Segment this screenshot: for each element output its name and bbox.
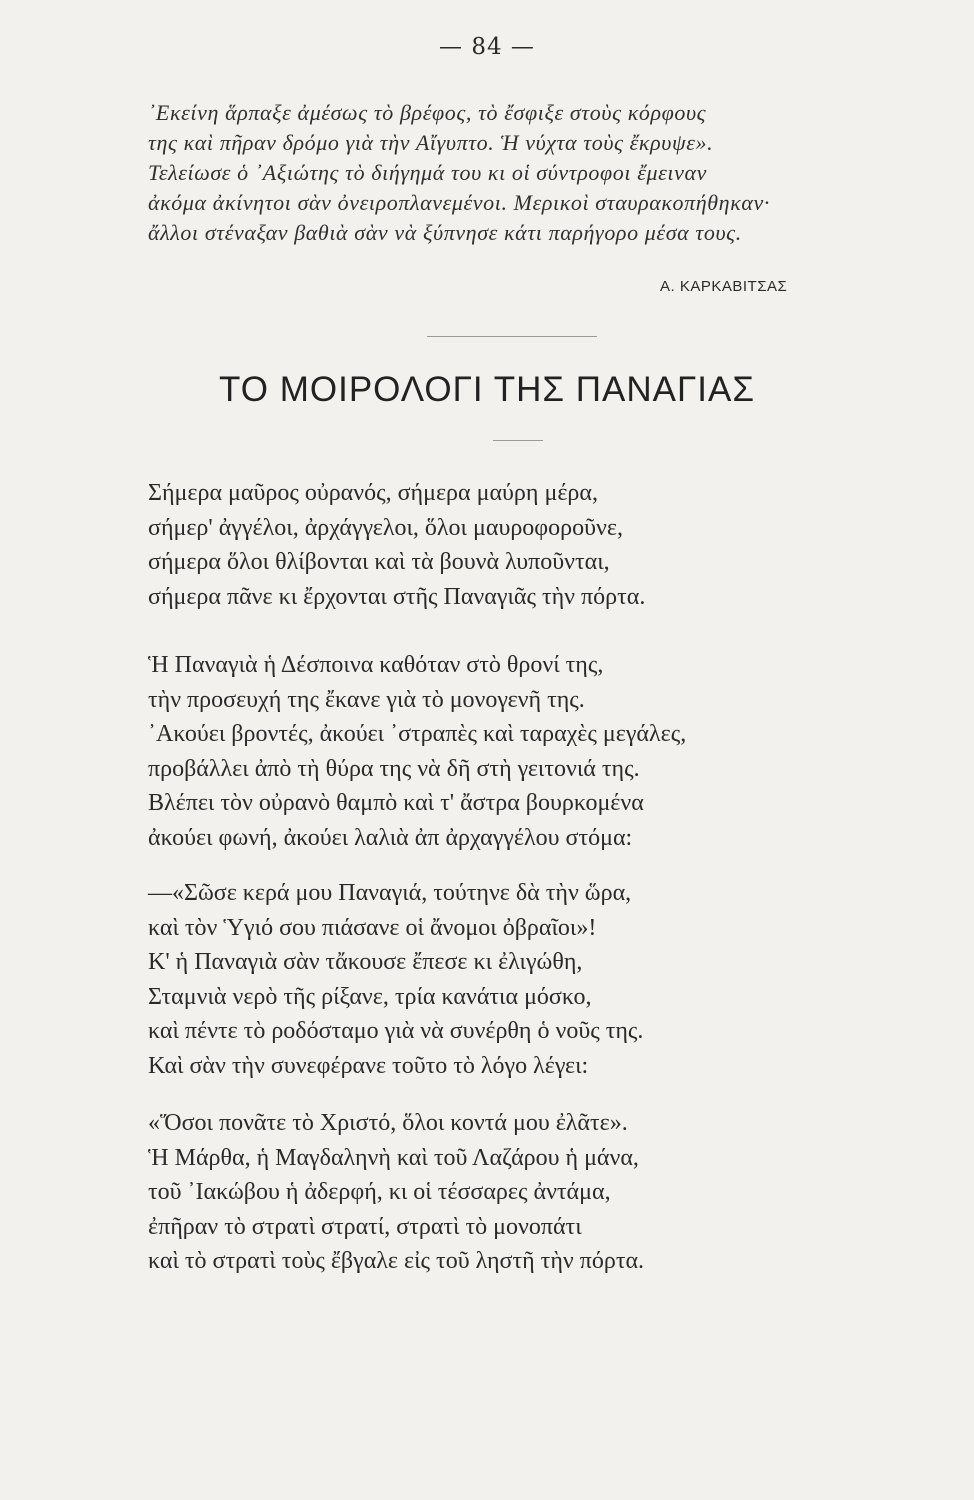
page-number: — 84 — [439,34,535,60]
verse-line: ἐπῆραν τὸ στρατὶ στρατί, στρατὶ τὸ μονοπάτι [148,1213,582,1240]
verse-line: τοῦ ᾿Ιακώβου ἡ ἀδερφή, κι οἱ τέσσαρες ἀντάμα, [148,1179,611,1205]
prose-line: της καὶ πῆραν δρόμο γιὰ τὴν Αἴγυπτο. Ἡ νύχτα τοὺς ἔκρυψε». [148,130,714,155]
verse-line: σήμερα πᾶνε κι ἔρχονται στῆς Παναγιᾶς τὴν πόρτα. [148,583,646,610]
verse-line: σήμερα ὅλοι θλίβονται καὶ τὰ βουνὰ λυποῦνται, [148,549,610,575]
poem-stanza [148,1106,868,1279]
verse-line: Κ' ἡ Παναγιὰ σὰν τἄκουσε ἔπεσε κι ἐλιγώθη, [148,949,583,975]
prose-line: ᾿Εκείνη ἅρπαξε ἀμέσως τὸ βρέφος, τὸ ἔσφιξε στοὺς κόρφους [148,100,707,125]
poem-stanza [148,476,868,614]
verse-line: καὶ πέντε τὸ ροδόσταμο γιὰ νὰ συνέρθη ὁ νοῦς της. [148,1018,644,1044]
verse-line: Ἡ Παναγιὰ ἡ Δέσποινα καθόταν στὸ θρονί της, [148,652,604,678]
prose-line: Τελείωσε ὁ ᾿Αξιώτης τὸ διήγημά του κι οἱ σύντροφοι ἔμειναν [148,160,707,185]
prose-line: ἄλλοι στέναξαν βαθιὰ σὰν νὰ ξύπνησε κάτι παρήγορο μέσα τους. [148,220,742,245]
author-signature: Α. ΚΑΡΚΑΒΙΤΣΑΣ [660,278,788,295]
verse-line: τὴν προσευχή της ἔκανε γιὰ τὸ μονογενῆ της. [148,686,585,713]
poem-stanza [148,648,868,855]
prose-line: ἀκόμα ἀκίνητοι σὰν ὀνειροπλανεμένοι. Μερικοὶ σταυρακοπήθηκαν· [148,190,770,215]
verse-line: Βλέπει τὸν οὐρανὸ θαμπὸ καὶ τ' ἄστρα βουρκομένα [148,790,644,816]
verse-line: σήμερ' ἀγγέλοι, ἀρχάγγελοι, ὅλοι μαυροφοροῦνε, [148,514,623,541]
divider-rule [427,336,597,337]
verse-line: Σταμνιὰ νερὸ τῆς ρίξανε, τρία κανάτια μόσκο, [148,983,592,1010]
poem-stanza [148,876,868,1083]
verse-line: καὶ τὸ στρατὶ τοὺς ἔβγαλε εἰς τοῦ ληστῆ τὴν πόρτα. [148,1248,645,1274]
prose-passage [148,98,868,248]
poem-title: ΤΟ ΜΟΙΡΟΛΟΓΙ ΤΗΣ ΠΑΝΑΓΙΑΣ [219,370,755,409]
verse-line: προβάλλει ἀπὸ τὴ θύρα της νὰ δῆ στὴ γειτονιά της. [148,755,640,782]
verse-line: Ἡ Μάρθα, ἡ Μαγδαληνὴ καὶ τοῦ Λαζάρου ἡ μάνα, [148,1144,639,1171]
verse-line: Σήμερα μαῦρος οὐρανός, σήμερα μαύρη μέρα, [148,480,598,506]
verse-line: «Ὅσοι πονᾶτε τὸ Χριστό, ὅλοι κοντά μου ἐλᾶτε». [148,1110,628,1136]
verse-line: ἀκούει φωνή, ἀκούει λαλιὰ ἀπ ἀρχαγγέλου στόμα: [148,824,633,851]
verse-line: —«Σῶσε κερά μου Παναγιά, τούτηνε δὰ τὴν ὥρα, [148,880,632,906]
verse-line: ᾿Ακούει βροντές, ἀκούει ᾿στραπὲς καὶ ταραχὲς μεγάλες, [148,721,687,747]
verse-line: Καὶ σὰν τὴν συνεφέρανε τοῦτο τὸ λόγο λέγει: [148,1052,589,1079]
verse-line: καὶ τὸν Ὑγιό σου πιάσανε οἱ ἄνομοι ὀβραῖοι»! [148,914,597,941]
divider-rule [493,440,543,441]
